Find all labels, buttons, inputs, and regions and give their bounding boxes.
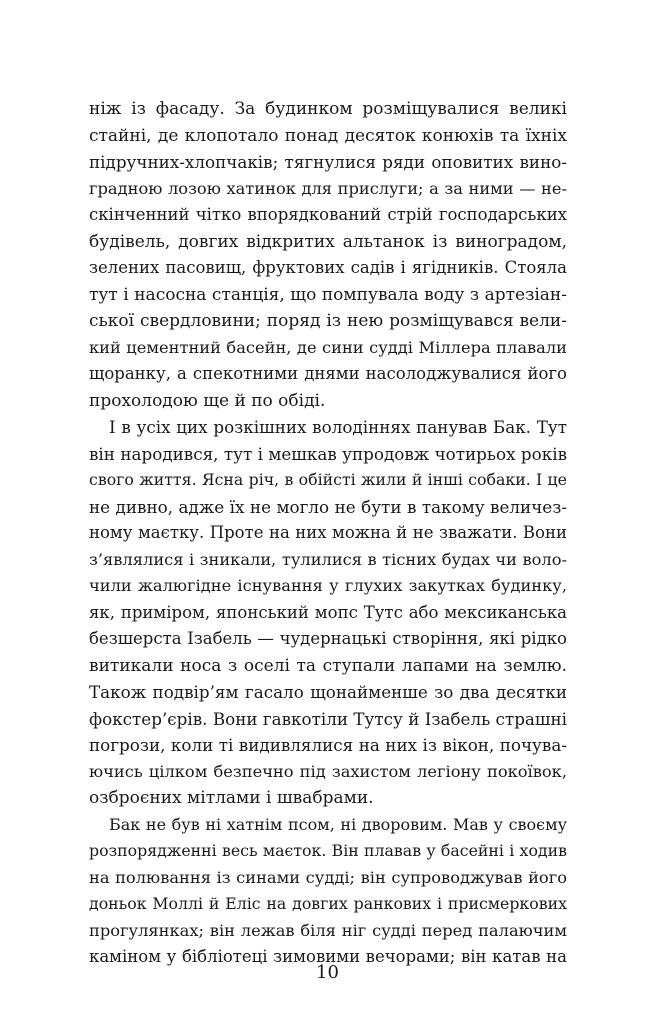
text-line: тут і насосна станція, що помпувала воду з артезіан- xyxy=(89,284,567,305)
text-line: ніж із фасаду. За будинком розміщувалися великі xyxy=(89,99,567,119)
text-line: озброєних мітлами і швабрами. xyxy=(89,788,374,808)
paragraph xyxy=(89,812,567,971)
text-line: Бак не був ні хатнім псом, ні дворовим. Мав у своєму xyxy=(109,814,567,834)
text-line: скінченний чітко впорядкований стрій господарських xyxy=(89,205,567,224)
text-line: з’являлися і зникали, тулилися в тісних будах чи воло- xyxy=(89,549,567,569)
text-line: не дивно, адже їх не могло не бути в такому величез- xyxy=(89,496,567,517)
text-line: він народився, тут і мешкав упродовж чотирьох років xyxy=(89,443,567,464)
paragraph xyxy=(89,414,567,812)
text-line: на полювання із синами судді; він супроводжував його xyxy=(89,867,567,887)
text-line: доньок Моллі й Еліс на довгих ранкових і присмеркових xyxy=(89,894,567,913)
text-line: І в усіх цих розкішних володіннях панував Бак. Тут xyxy=(109,417,567,437)
text-line: градною лозою хатинок для прислуги; а за ними — не- xyxy=(89,178,567,198)
page-text-block xyxy=(89,96,567,971)
text-line: будівель, довгих відкритих альтанок із виноградом, xyxy=(89,231,567,252)
text-line: підручних-хлопчаків; тягнулися ряди оповитих вино- xyxy=(89,152,567,172)
text-line: ючись цілком безпечно під захистом легіону покоївок, xyxy=(89,761,567,781)
text-line: прогулянках; він лежав біля ніг судді перед палаючим xyxy=(89,920,567,940)
text-line: щоранку, а спекотними днями насолоджувалися його xyxy=(89,364,567,383)
paragraph xyxy=(89,96,567,414)
text-line: каміном у бібліотеці зимовими вечорами; він катав на xyxy=(89,947,567,966)
text-line: стайні, де клопотало понад десяток конюхів та їхніх xyxy=(89,125,567,146)
text-line: розпорядженні весь маєток. Він плавав у басейні і ходив xyxy=(89,841,567,860)
text-line: чили жалюгідне існування у глухих закутках будинку, xyxy=(89,576,567,595)
text-line: безшерста Ізабель — чудернацькі створіння, які рідко xyxy=(89,629,567,648)
text-line: прохолодою ще й по обіді. xyxy=(89,390,326,411)
text-line: фокстер’єрів. Вони гавкотіли Тутсу й Ізабель страшні xyxy=(89,708,567,729)
text-line: витикали носа з оселі та ступали лапами на землю. xyxy=(89,655,567,676)
text-line: як, приміром, японський мопс Тутс або мексиканська xyxy=(89,602,567,622)
text-line: Також подвір’ям гасало щонайменше зо два десятки xyxy=(89,682,567,702)
text-line: погрози, коли ті видивлялися на них із вікон, почува- xyxy=(89,735,567,755)
text-line: ської свердловини; поряд із нею розміщувався вели- xyxy=(89,311,567,331)
text-line: ному маєтку. Проте на них можна й не зважати. Вони xyxy=(89,523,567,542)
page-number: 10 xyxy=(316,962,339,983)
text-line: зелених пасовищ, фруктових садів і ягідників. Стояла xyxy=(89,258,567,277)
text-line: кий цементний басейн, де сини судді Міллера плавали xyxy=(89,337,567,357)
text-line: свого життя. Ясна річ, в обійсті жили й інші собаки. І це xyxy=(89,470,567,489)
